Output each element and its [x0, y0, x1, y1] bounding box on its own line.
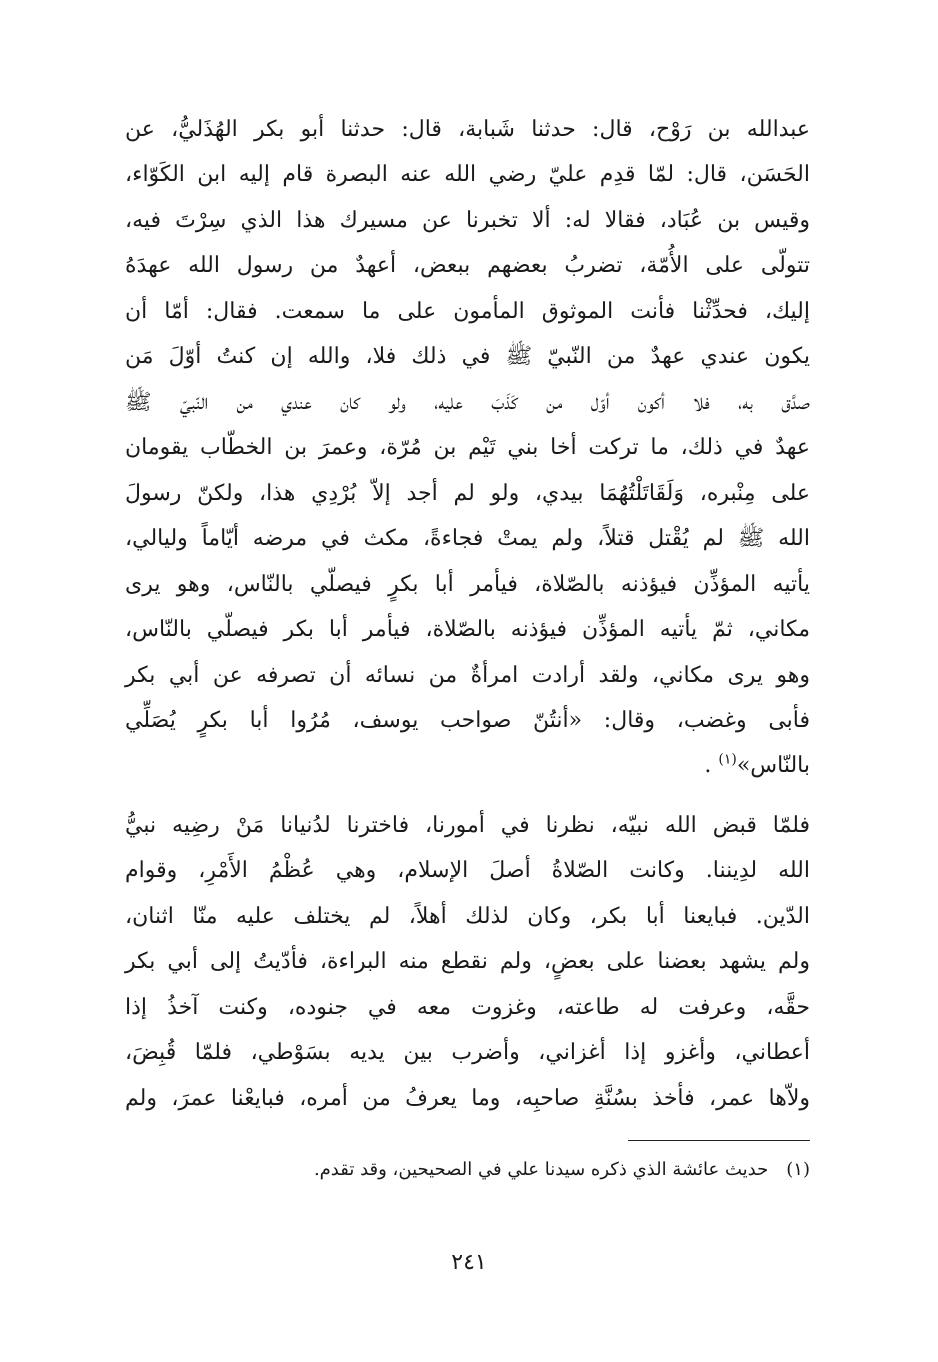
text-line: وقيس بن عُبَاد، فقالا له: ألا تخبرنا عن مسيرك هذا الذي سِرْتَ فيه، — [125, 208, 810, 233]
text-line: ولاّها عمر، فأخذ بسُنَّةِ صاحبِه، وما يعرفُ من أمره، فبايعْنا عمرَ، ولم — [125, 1086, 810, 1111]
text-line: الله لدِيننا. وكانت الصّلاةُ أصلَ الإسلام، وهي عُظْمُ الأَمْرِ، وقوام — [125, 858, 810, 883]
text-line: أعطاني، وأغزو إذا أغزاني، وأضرب بين يديه بسَوْطي، فلمّا قُبِضَ، — [125, 1040, 810, 1065]
text-line: على مِنْبره، وَلَقَاتَلْتُهُمَا بيدي، ولو لم أجد إلاّ بُرْدِي هذا، ولكنّ رسولَ — [125, 481, 810, 506]
text-line: يأتيه المؤذِّن فيؤذنه بالصّلاة، فيأمر أبا بكرٍ فيصلّي بالنّاس، وهو يرى — [125, 572, 810, 597]
text-line: صدَّق به، فلا أكون أوّل من كَذَبَ عليه، ولو كان عندي من النّبيّ ﷺ — [125, 390, 810, 415]
footnote-text: حديث عائشة الذي ذكره سيدنا علي في الصحيحين، وقد تقدم. — [313, 1159, 769, 1180]
text-line: وهو يرى مكاني، ولقد أرادت امرأةٌ من نسائه أن تصرفه عن أبي بكر — [125, 663, 810, 688]
text-line-last — [125, 746, 810, 786]
text-line: حقَّه، وعرفت له طاعته، وغزوت معه في جنوده، وكنت آخذُ إذا — [125, 995, 810, 1020]
footnote-number: (١) — [786, 1159, 810, 1180]
page-number: ٢٤١ — [451, 1250, 487, 1275]
paragraph-end-text: بالنّاس» — [736, 753, 810, 778]
text-line: الدّين. فبايعنا أبا بكر، وكان لذلك أهلاً، لم يختلف عليه منّا اثنان، — [125, 904, 810, 929]
text-line: مكاني، ثمّ يأتيه المؤذِّن فيؤذنه بالصّلاة، فيأمر أبا بكر فيصلّي بالنّاس، — [125, 617, 810, 642]
footnote-divider — [628, 1140, 810, 1141]
footnote — [125, 1154, 810, 1186]
text-line: الحَسَن، قال: لمّا قدِم عليّ رضي الله عنه البصرة قام إليه ابن الكَوّاء، — [125, 162, 810, 187]
text-line: الله ﷺ لم يُقْتل قتلاً، ولم يمتْ فجاءةً، مكث في مرضه أيّاماً وليالي، — [125, 526, 810, 551]
footnote-reference[interactable]: (١) — [718, 751, 737, 768]
text-line: ولم يشهد بعضنا على بعضٍ، ولم نقطع منه البراءة، فأدّيتُ إلى أبي بكر — [125, 949, 810, 974]
text-line: عبدالله بن رَوْح، قال: حدثنا شَبابة، قال: حدثنا أبو بكر الهُذَليُّ، عن — [125, 117, 810, 142]
paragraph-end-period: . — [704, 753, 719, 778]
text-line: إليك، فحدِّثْنا فأنت الموثوق المأمون على ما سمعت. فقال: أمّا أن — [125, 299, 810, 324]
text-line: تتولّى على الأُمّة، تضربُ بعضهم ببعض، أعهدٌ من رسول الله عهدَهُ — [125, 253, 810, 278]
text-line: عهدٌ في ذلك، ما تركت أخا بني تَيْم بن مُرّة، وعمرَ بن الخطّاب يقومان — [125, 435, 810, 460]
text-line: فأبى وغضب، وقال: «أنتُنّ صواحب يوسف، مُرُوا أبا بكرٍ يُصَلِّي — [125, 708, 810, 733]
text-line: فلمّا قبض الله نبيّه، نظرنا في أمورنا، فاخترنا لدُنيانا مَنْ رضِيه نبيُّ — [125, 813, 810, 838]
text-line: يكون عندي عهدٌ من النّبيّ ﷺ في ذلك فلا، والله إن كنتُ أوّلَ مَن — [125, 344, 810, 369]
